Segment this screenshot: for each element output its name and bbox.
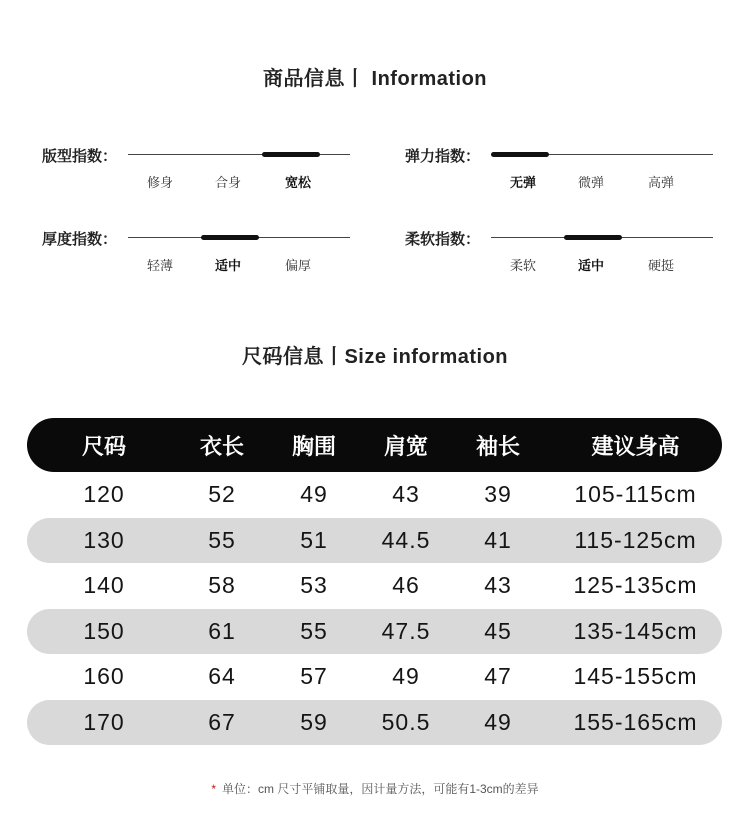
footnote-text: 单位：cm 尺寸平铺取量，因计量方法，可能有1-3cm的差异 [221, 782, 539, 796]
column-header-shoulder: 肩宽 [383, 433, 428, 459]
column-header-chest: 胸围 [291, 433, 336, 459]
cell-chest: 55 [300, 617, 328, 644]
thickness-option-thick: 偏厚 [284, 258, 312, 273]
fit-option-loose: 宽松 [284, 175, 312, 190]
cell-sleeve: 47 [484, 663, 512, 690]
softness-index [405, 228, 715, 288]
cell-shoulder: 50.5 [381, 708, 431, 735]
cell-height: 135-145cm [573, 617, 698, 644]
cell-shoulder: 44.5 [381, 526, 431, 553]
cell-shoulder: 46 [392, 572, 420, 599]
table-row [27, 563, 722, 609]
cell-size: 140 [83, 572, 125, 599]
product-info-title: 商品信息丨 Information [262, 68, 488, 90]
cell-height: 145-155cm [573, 663, 698, 690]
table-row [27, 609, 722, 655]
cell-length: 61 [208, 617, 236, 644]
thickness-index-marker [201, 235, 259, 240]
cell-length: 64 [208, 663, 236, 690]
cell-sleeve: 49 [484, 708, 512, 735]
size-table [27, 418, 722, 745]
thickness-index [42, 228, 352, 288]
elasticity-option-high: 高弹 [647, 175, 675, 190]
table-row [27, 700, 722, 746]
softness-index-marker [564, 235, 622, 240]
thickness-index-label: 厚度指数： [42, 231, 118, 248]
cell-shoulder: 47.5 [381, 617, 431, 644]
cell-size: 120 [83, 481, 125, 508]
measurement-footnote [0, 780, 750, 797]
thickness-option-medium: 适中 [214, 258, 242, 273]
cell-size: 170 [83, 708, 125, 735]
cell-length: 58 [208, 572, 236, 599]
column-header-sleeve: 袖长 [475, 433, 520, 459]
cell-chest: 57 [300, 663, 328, 690]
table-row [27, 654, 722, 700]
cell-size: 160 [83, 663, 125, 690]
size-info-title: 尺码信息丨Size information [241, 346, 509, 368]
elasticity-option-slight: 微弹 [577, 175, 605, 190]
cell-chest: 59 [300, 708, 328, 735]
softness-option-medium: 适中 [577, 258, 605, 273]
fit-index-label: 版型指数： [42, 148, 118, 165]
cell-shoulder: 43 [392, 481, 420, 508]
table-row [27, 518, 722, 564]
cell-chest: 49 [300, 481, 328, 508]
footnote-star: * [211, 782, 216, 796]
elasticity-index-label: 弹力指数： [405, 148, 481, 165]
fit-option-regular: 合身 [214, 175, 242, 190]
cell-chest: 53 [300, 572, 328, 599]
cell-size: 130 [83, 526, 125, 553]
cell-sleeve: 41 [484, 526, 512, 553]
fit-option-slim: 修身 [146, 175, 174, 190]
cell-length: 52 [208, 481, 236, 508]
cell-sleeve: 45 [484, 617, 512, 644]
cell-sleeve: 39 [484, 481, 512, 508]
cell-length: 55 [208, 526, 236, 553]
softness-index-label: 柔软指数： [405, 231, 481, 248]
cell-chest: 51 [300, 526, 328, 553]
cell-shoulder: 49 [392, 663, 420, 690]
fit-index-marker [262, 152, 320, 157]
column-header-size: 尺码 [81, 433, 126, 459]
table-row [27, 472, 722, 518]
column-header-length: 衣长 [199, 433, 244, 459]
size-table-header [27, 418, 722, 472]
fit-index [42, 145, 352, 205]
column-header-height: 建议身高 [591, 433, 680, 459]
elasticity-index [405, 145, 715, 205]
elasticity-option-none: 无弹 [509, 175, 537, 190]
cell-size: 150 [83, 617, 125, 644]
softness-option-soft: 柔软 [509, 258, 537, 273]
cell-sleeve: 43 [484, 572, 512, 599]
thickness-option-thin: 轻薄 [146, 258, 174, 273]
cell-height: 125-135cm [573, 572, 698, 599]
elasticity-index-marker [491, 152, 549, 157]
cell-length: 67 [208, 708, 236, 735]
softness-option-stiff: 硬挺 [647, 258, 675, 273]
cell-height: 155-165cm [573, 708, 698, 735]
cell-height: 105-115cm [574, 481, 697, 508]
cell-height: 115-125cm [574, 526, 697, 553]
